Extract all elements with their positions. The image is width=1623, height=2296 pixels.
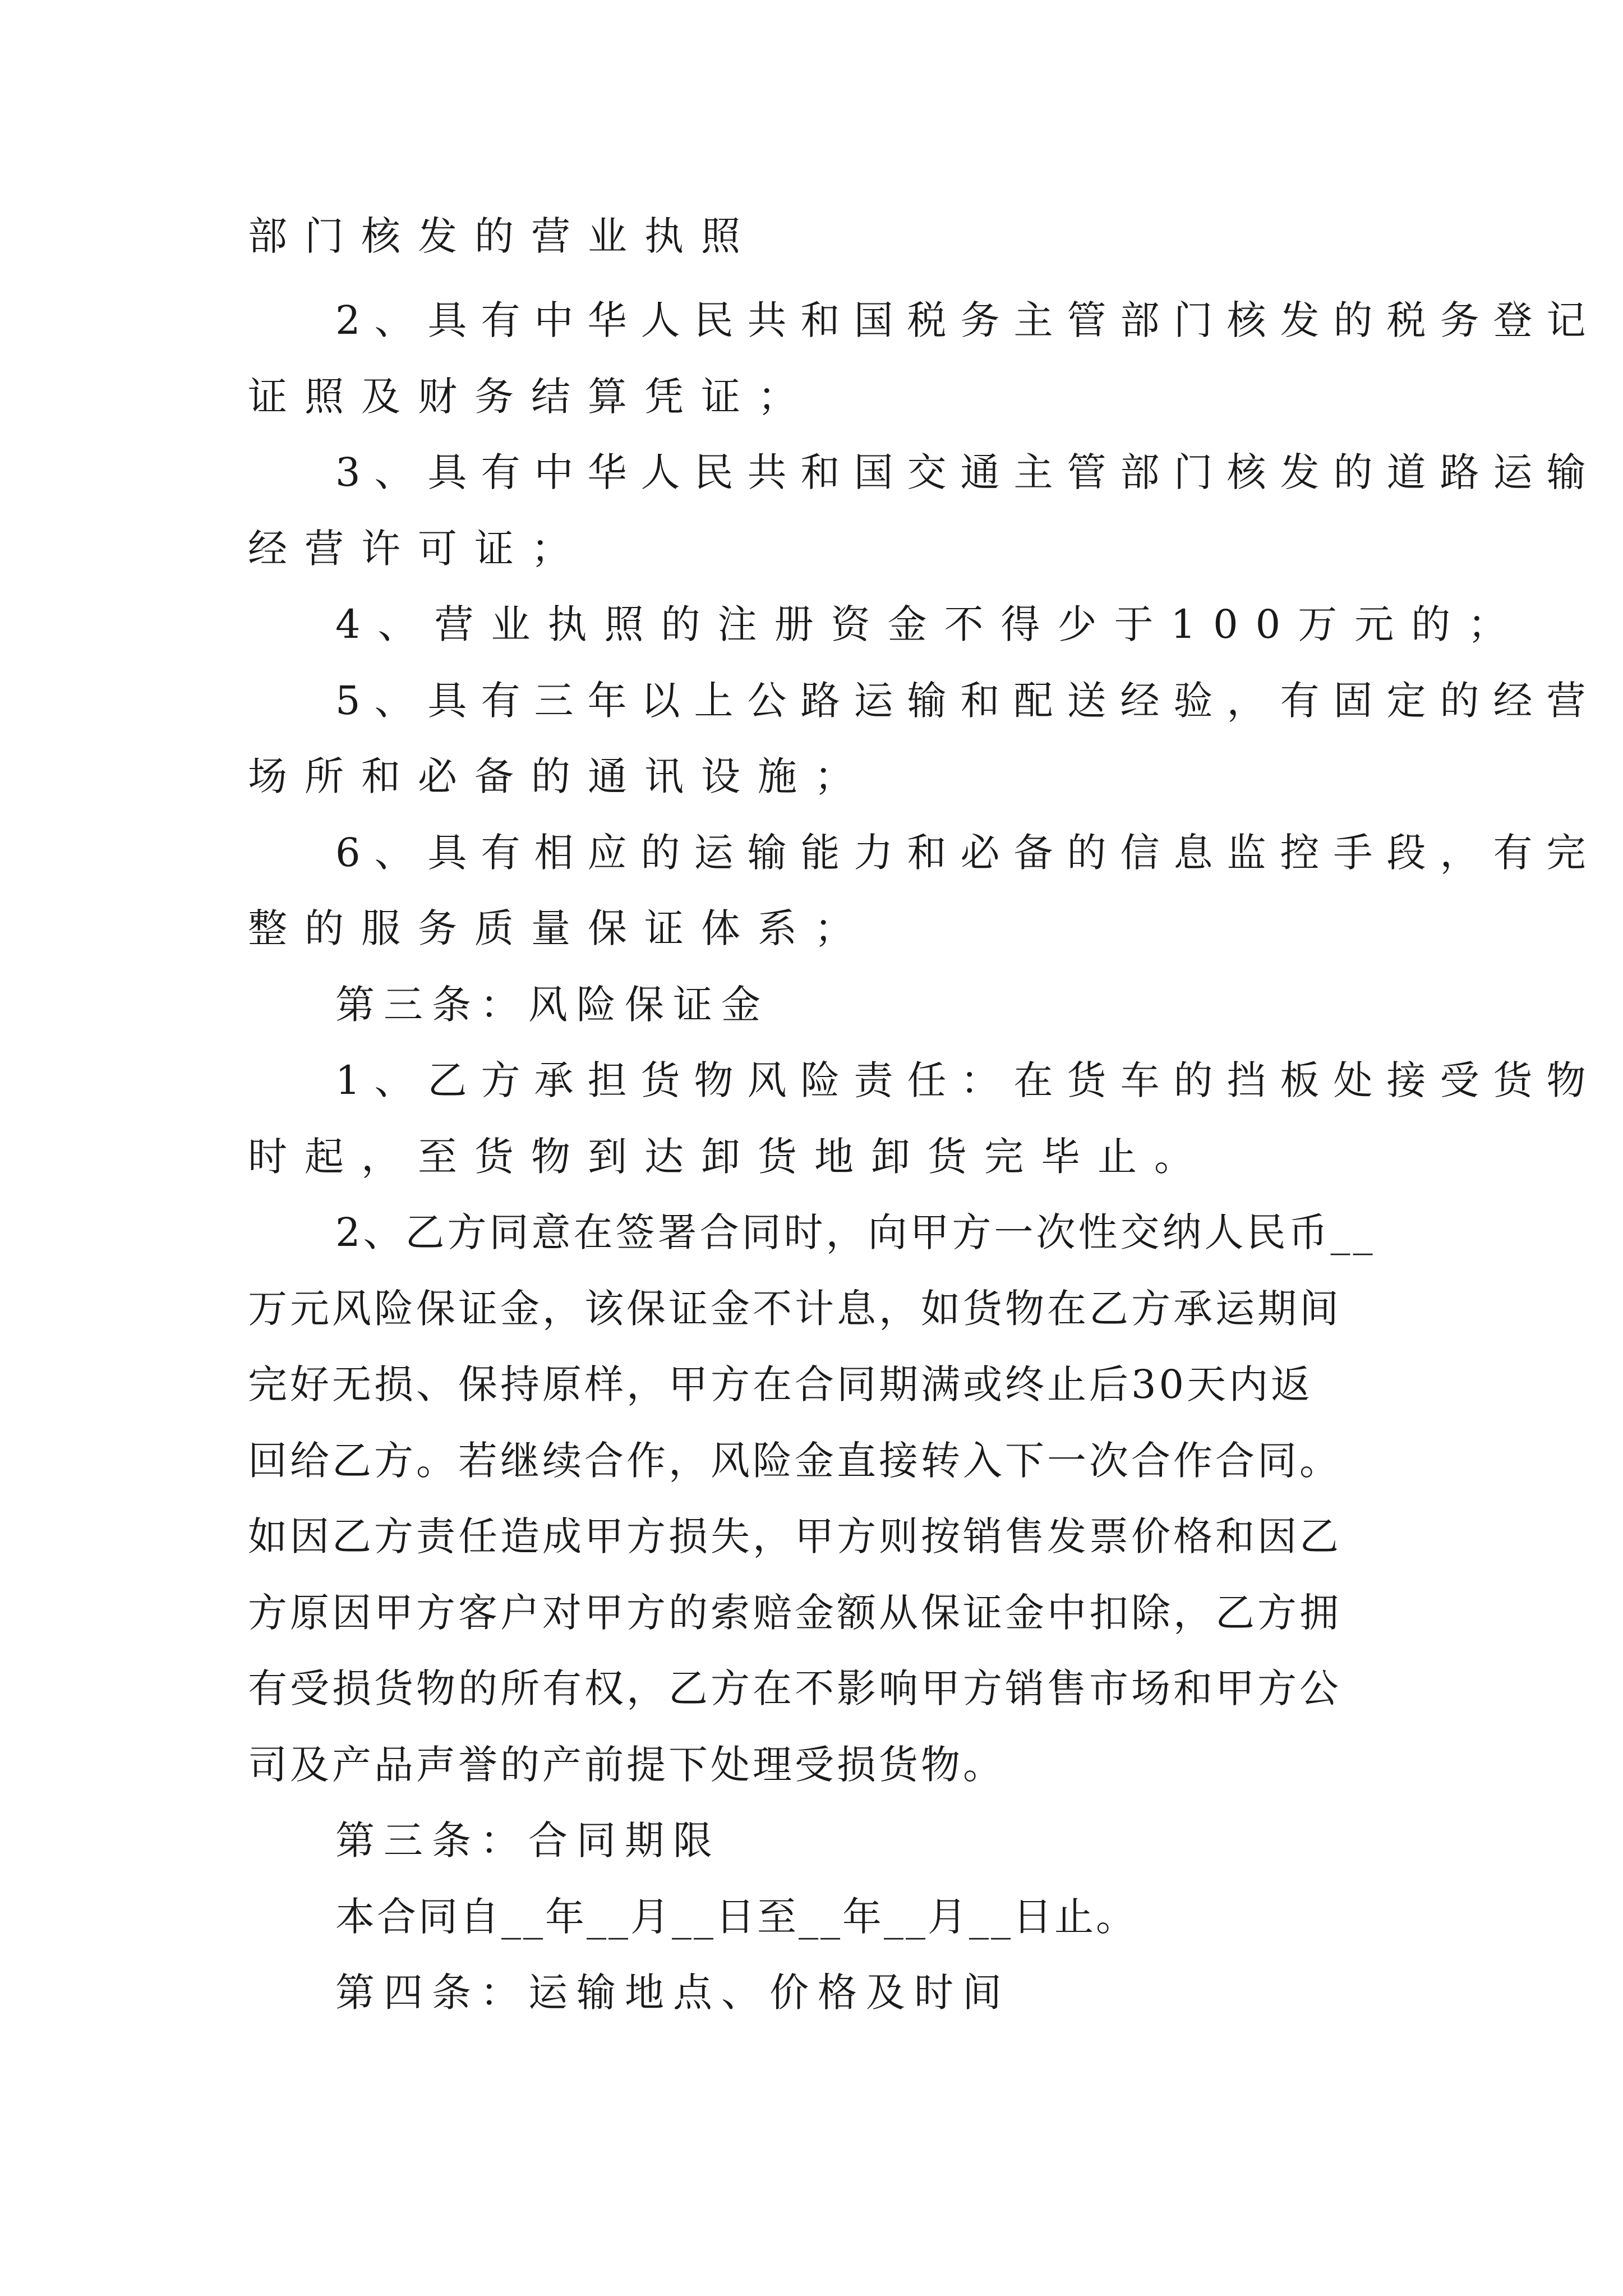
- text-line: 整的服务质量保证体系；: [248, 905, 871, 951]
- text-line: 6、具有相应的运输能力和必备的信息监控手段，有完: [335, 830, 1600, 876]
- text-line: 部门核发的营业执照: [248, 213, 758, 259]
- text-line: 3、具有中华人民共和国交通主管部门核发的道路运输: [335, 449, 1600, 495]
- text-line: 1、乙方承担货物风险责任：在货车的挡板处接受货物: [335, 1057, 1600, 1103]
- text-line: 证照及财务结算凭证；: [248, 374, 814, 420]
- text-line: 有受损货物的所有权，乙方在不影响甲方销售市场和甲方公: [248, 1665, 1341, 1711]
- text-line: 方原因甲方客户对甲方的索赔金额从保证金中扣除，乙方拥: [248, 1590, 1341, 1636]
- text-line: 2、具有中华人民共和国税务主管部门核发的税务登记: [335, 297, 1600, 343]
- text-line: 万元风险保证金，该保证金不计息，如货物在乙方承运期间: [248, 1286, 1341, 1332]
- contract-term-line: 本合同自__年__月__日至__年__月__日止。: [335, 1894, 1137, 1940]
- text-line: 5、具有三年以上公路运输和配送经验，有固定的经营: [335, 678, 1600, 724]
- text-line: 4、营业执照的注册资金不得少于100万元的；: [335, 601, 1525, 647]
- text-line: 回给乙方。若继续合作，风险金直接转入下一次合作合同。: [248, 1438, 1341, 1484]
- text-line: 完好无损、保持原样，甲方在合同期满或终止后30天内返: [248, 1361, 1313, 1407]
- text-line: 场所和必备的通讯设施；: [248, 753, 871, 799]
- section-heading: 第四条：运输地点、价格及时间: [335, 1970, 1011, 2016]
- text-line: 2、乙方同意在签署合同时，向甲方一次性交纳人民币__: [335, 1209, 1376, 1255]
- text-line: 时起，至货物到达卸货地卸货完毕止。: [248, 1134, 1211, 1180]
- text-line: 如因乙方责任造成甲方损失，甲方则按销售发票价格和因乙: [248, 1513, 1341, 1559]
- section-heading: 第三条：风险保证金: [335, 982, 769, 1028]
- text-line: 经营许可证；: [248, 526, 588, 572]
- section-heading: 第三条：合同期限: [335, 1818, 721, 1864]
- text-line: 司及产品声誉的产前提下处理受损货物。: [248, 1742, 1005, 1788]
